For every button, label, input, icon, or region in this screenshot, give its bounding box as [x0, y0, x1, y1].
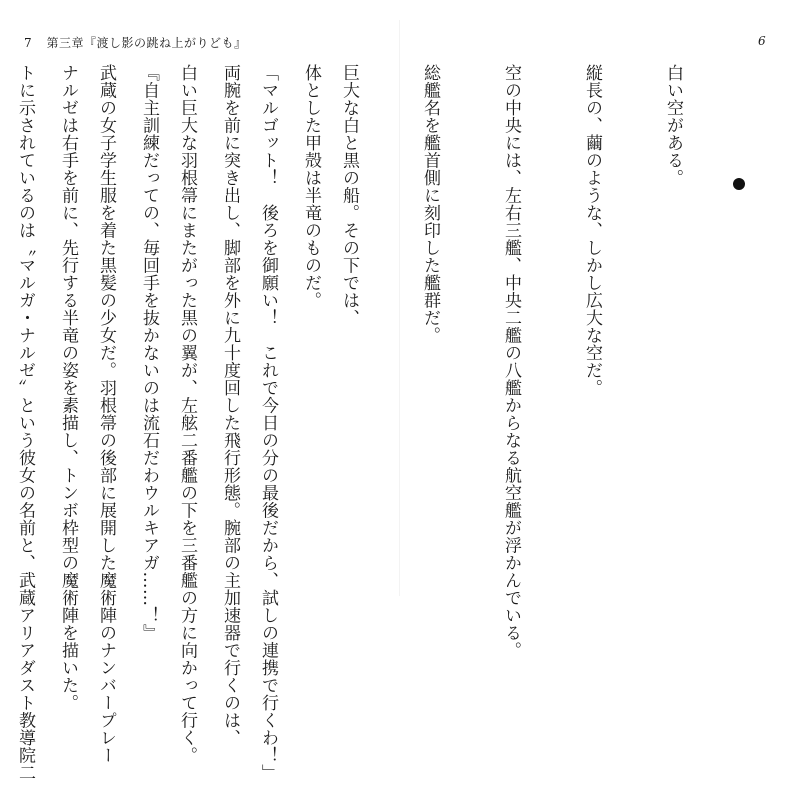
text-line: 白い空がある。 — [663, 64, 683, 187]
chapter-title: 第三章『渡し影の跳ね上がりども』 — [46, 36, 247, 50]
text-line: 総艦名を艦首側に刻印した艦群だ。 — [420, 64, 440, 344]
left-page-text — [20, 64, 378, 782]
text-line: 「マルゴット！ 後ろを御願い！ これで今日の分の最後だから、試しの連携で行くわ！」 — [258, 64, 278, 782]
bullet-dot — [733, 178, 745, 190]
text-line: トに示されているのは〝マルガ・ナルゼ〟という彼女の名前と、武蔵アリアダスト教導院二 — [15, 64, 35, 782]
text-line: ナルゼは右手を前に、先行する半竜の姿を素描し、トンボ枠型の魔術陣を描いた。 — [58, 64, 78, 712]
page-number-left: 7 — [24, 36, 33, 50]
text-line: 縦長の、繭のような、しかし広大な空だ。 — [582, 64, 602, 397]
text-line: 空の中央には、左右三艦、中央二艦の八艦からなる航空艦が浮かんでいる。 — [501, 64, 521, 659]
running-header — [24, 34, 246, 51]
text-line: 『自主訓練だっての、毎回手を抜かないのは流石だわウルキアガ……！』 — [139, 64, 159, 642]
text-line: 武蔵の女子学生服を着た黒髪の少女だ。羽根箒の後部に展開した魔術陣のナンバープレー — [96, 64, 116, 764]
page-number-right: 6 — [758, 34, 766, 48]
text-line: 巨大な白と黒の船。その下では、 — [339, 64, 359, 327]
text-line: 両腕を前に突き出し、脚部を外に九十度回した飛行形態。腕部の主加速器で行くのは、 — [220, 64, 240, 747]
text-line: 体とした甲殻は半竜のものだ。 — [301, 64, 321, 309]
text-line: 白い巨大な羽根箒にまたがった黒の翼が、左舷二番艦の下を三番艦の方に向かって行く。 — [177, 64, 197, 764]
